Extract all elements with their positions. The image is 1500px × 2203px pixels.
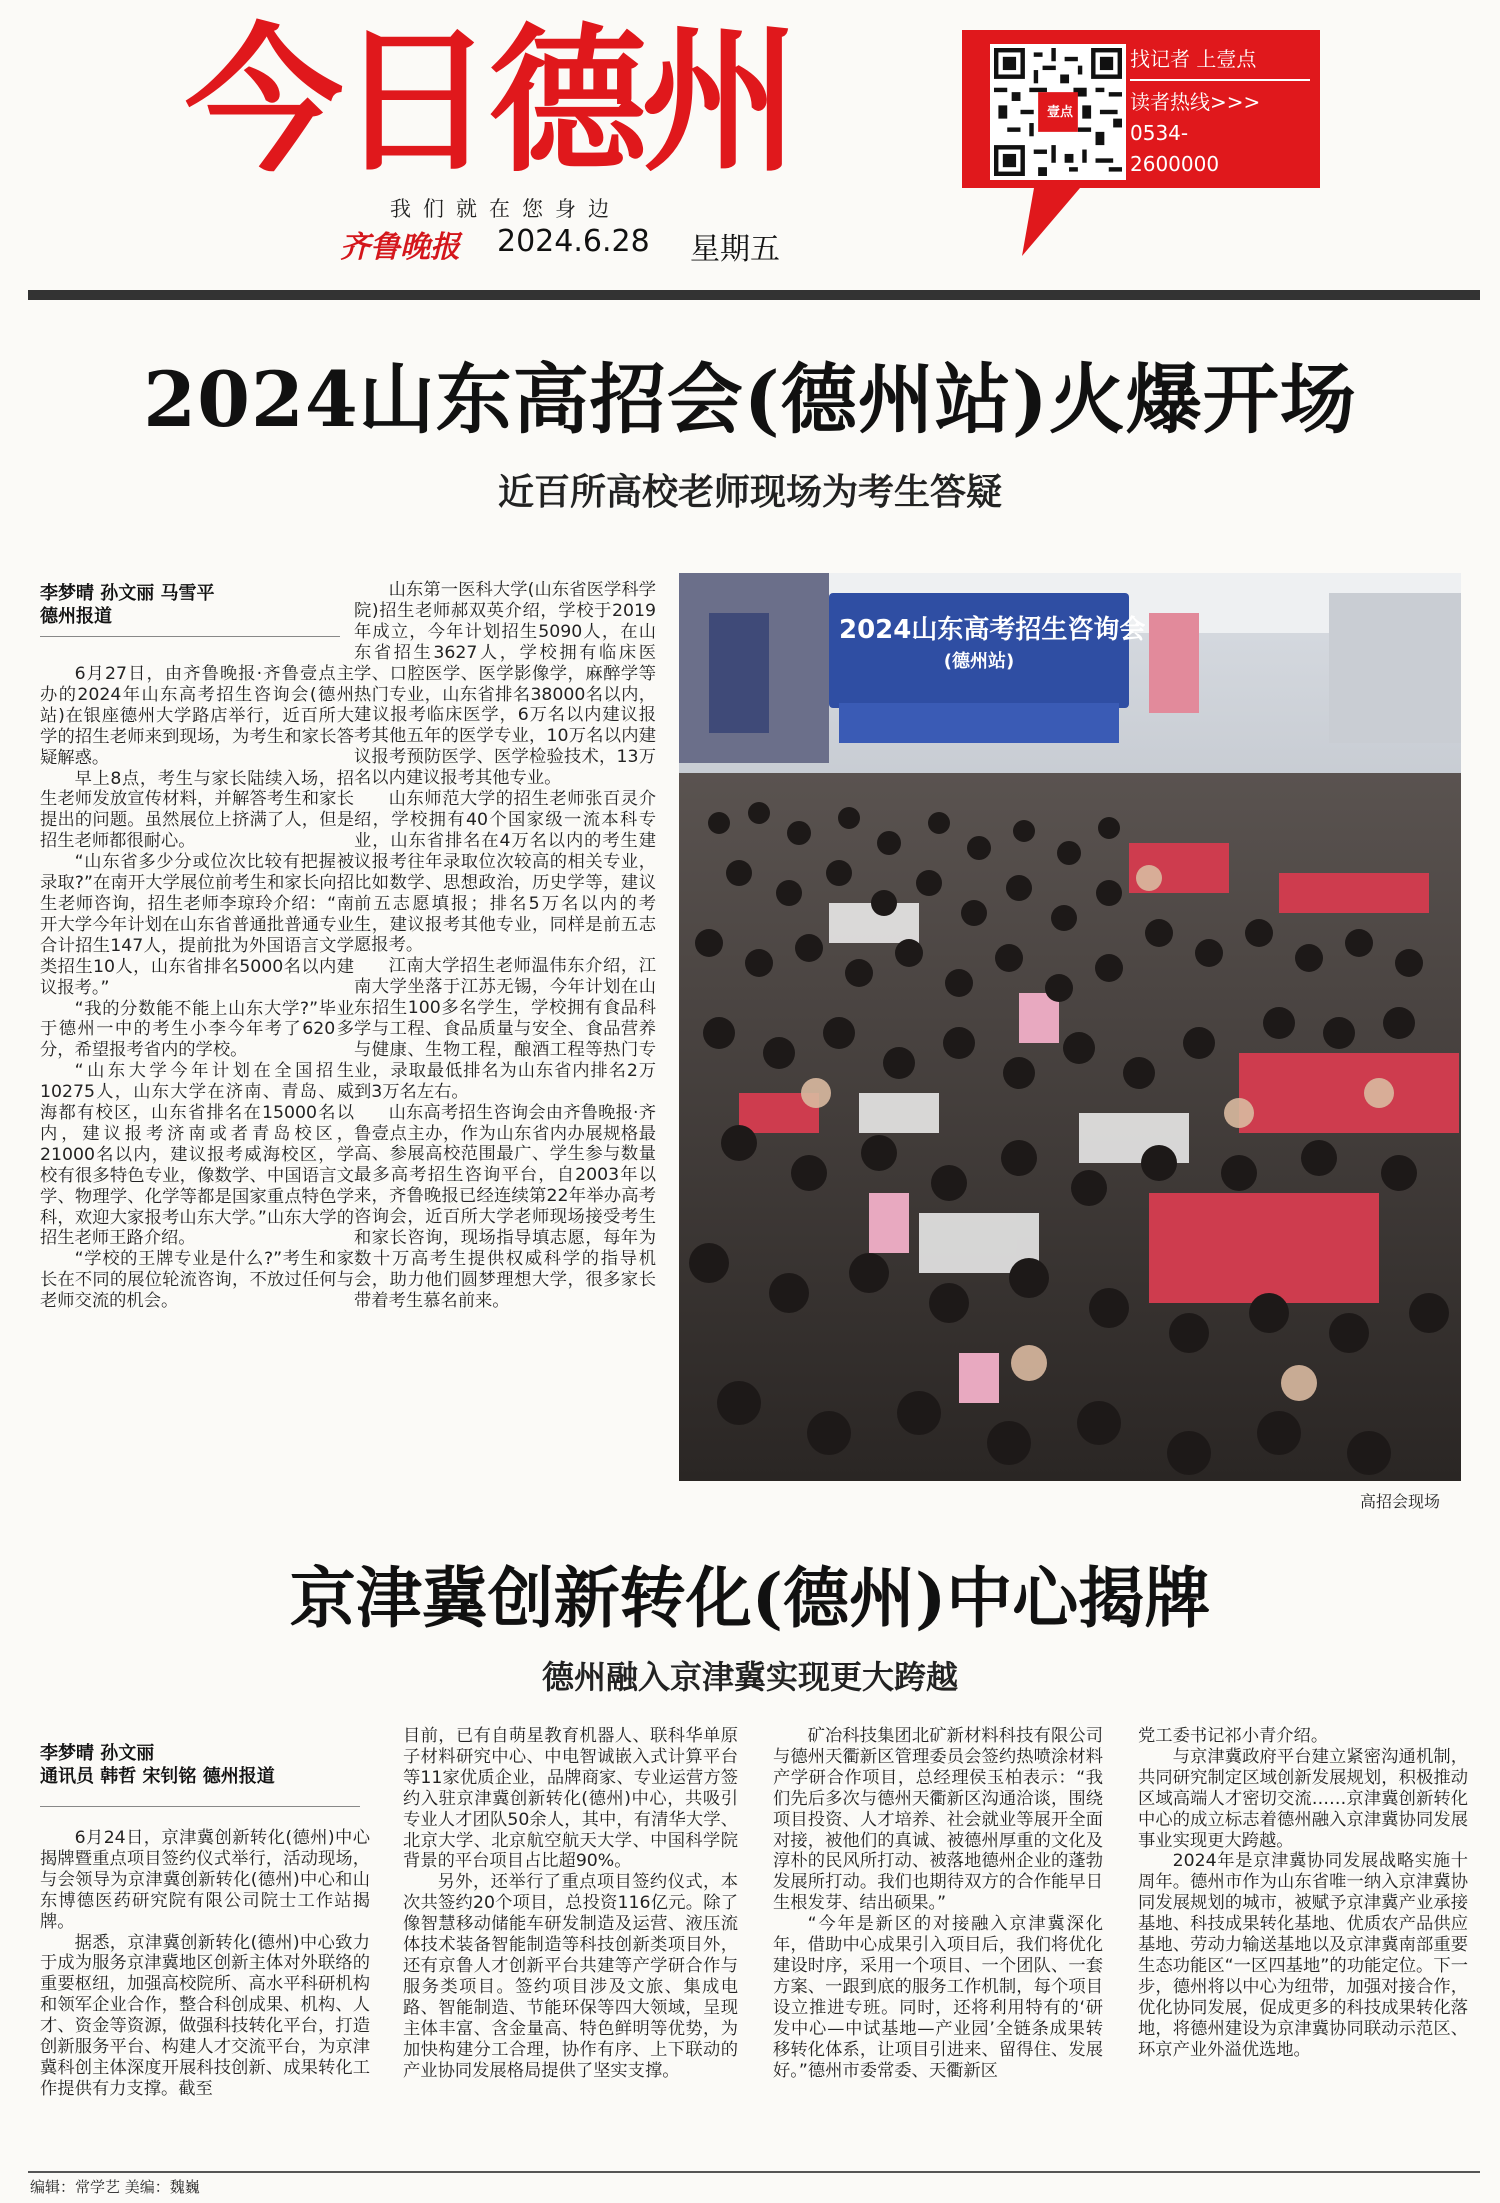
byline-rule [40,1806,360,1807]
paragraph: 党工委书记祁小青介绍。 [1138,1726,1329,1746]
paragraph: 早上8点，考生与家长陆续入场，招生老师发放宣传材料，并解答考生和家长提出的问题。虽然展位上挤满了人，但是招生老师都很耐心。 [40,768,354,852]
article2-column-2 [403,1726,738,2081]
byline-rule [40,636,340,637]
byline-authors: 李梦晴 孙文丽 马雪平 [40,583,215,604]
paragraph: 6月24日，京津冀创新转化(德州)中心揭牌暨重点项目签约仪式举行，活动现场，与会领导为京津冀创新转化(德州)中心和山东博德医药研究院有限公司院士工作站揭牌。 [40,1828,370,1932]
article1-byline [40,582,215,628]
paragraph: 山东师范大学的招生老师张百灵介绍，学校拥有40个国家级一流本科专业，山东省排名在4万名以内的考生建议报考往年录取位次较高的相关专业，比如数学、思想政治，历史学等，建议前五志愿填报；排名5万名以内的考生，建议报考其他专业，同样是前五志愿报考。 [354,789,656,956]
article1-subhead: 近百所高校老师现场为考生答疑 [497,472,1002,513]
contact-line-reporter: 找记者 上壹点 [1130,47,1257,71]
masthead-title: 今日德州 [185,10,793,194]
paragraph: 2024年是京津冀协同发展战略实施十周年。德州市作为山东省唯一纳入京津冀协同发展规划的城市，被赋予京津冀产业承接基地、科技成果转化基地、优质农产品供应基地、劳动力输送基地以及京津冀南部重要生态功能区“一区四基地”的功能定位。下一步，德州将以中心为纽带，加强对接合作，优化协同发展，促成更多的科技成果转化落地，将德州建设为京津冀协同联动示范区、环京产业外溢优选地。 [1138,1851,1468,2060]
paragraph: “学校的王牌专业是什么?”考生和家长在不同的展位轮流咨询，不放过任何与老师交流的机会。 [40,1249,354,1312]
contact-line-hotline: 读者热线>>> [1130,90,1261,114]
photo-banner-subtitle: (德州站) [943,651,1015,672]
issue-date: 2024.6.28 [497,224,650,259]
paragraph: 6月27日，由齐鲁晚报·齐鲁壹点主办的2024年山东高考招生咨询会(德州站)在银座德州大学路店举行，近百所大学的招生老师来到现场，为考生和家长答疑解惑。 [40,664,354,768]
footer-rule [28,2171,1480,2173]
paragraph: 山东高考招生咨询会由齐鲁晚报·齐鲁壹点主办，作为山东省内办展规格最高、参展高校范围最广、学生参与数量最多高考招生咨询平台，自2003年以来，齐鲁晚报已经连续第22年举办高考咨询会，近百所大学老师现场接受考生和家长咨询，现场指导填志愿，每年为数十万高考生提供权威科学的指导机会，助力他们圆梦理想大学，很多家长带着考生慕名前来。 [354,1102,656,1311]
paragraph: “山东大学今年计划在全国招生10275人，山东大学在济南、青岛、威海都有校区，山东省排名在15000名以内，建议报考济南或者青岛校区，21000名以内，建议报考威海校区，学校有很多特色专业，像数学、中国语言文学、物理学、化学等都是国家重点特色学科，欢迎大家报考山东大学。”山东大学的招生老师王路介绍。 [40,1061,354,1249]
article2-column-4 [1138,1726,1468,2061]
paragraph: 目前，已有自萌星教育机器人、联科华单原子材料研究中心、中电智诚嵌入式计算平台等11家优质企业，品牌商家、专业运营方签约入驻京津冀创新转化(德州)中心，共吸引专业人才团队50余人，其中，有清华大学、北京大学、北京航空航天大学、中国科学院背景的平台项目占比超90%。 [403,1726,738,1872]
masthead-slogan: 我们就在您身边 [390,197,621,221]
article1-headline: 2024山东高招会(德州站)火爆开场 [143,355,1357,444]
photo-banner-title: 2024山东高考招生咨询会 [839,615,1146,645]
article2-byline [40,1742,275,1788]
article2-subhead: 德州融入京津冀实现更大跨越 [541,1658,958,1696]
paragraph: 据悉，京津冀创新转化(德州)中心致力于成为服务京津冀地区创新主体对外联络的重要枢纽，加强高校院所、高水平科研机构和领军企业合作，整合科创成果、机构、人才、资金等资源，做强科技转化平台，打造创新服务平台、构建人才交流平台，为京津冀科创主体深度开展科技创新、成果转化工作提供有力支撑。截至 [40,1932,370,2099]
brand-logo: 齐鲁晚报 [340,230,460,265]
paragraph: “我的分数能不能上山东大学?”毕业于德州一中的考生小李今年考了620多分，希望报考省内的学校。 [40,998,354,1061]
byline-location: 德州报道 [40,606,112,627]
article1-column-1 [40,664,354,1312]
paragraph: 山东第一医科大学(山东省医学科学院)招生老师郝双英介绍，学校于2019年成立，今年计划招生5090人，在山东省招生3627人，学校拥有临床医学、口腔医学、医学影像学，麻醉学等热门专业，山东省排名38000名以内，建议报考临床医学，6万名以内建议报考其他五年的医学专业，10万名以内建议报考预防医学、医学检验技术，13万名以内建议报考其他专业。 [354,580,656,789]
article2-column-3 [773,1726,1103,2081]
editor-credit: 编辑：常学艺 美编：魏巍 [30,2178,200,2196]
masthead-rule [28,290,1480,300]
article2-column-1 [40,1828,370,2100]
qr-center-label: 壹点 [1046,105,1073,120]
paragraph: 江南大学招生老师温伟东介绍，江南大学坐落于江苏无锡，今年计划在山东招生100多名学生，学校拥有食品科学与工程、食品质量与安全、食品营养与健康、生物工程，酿酒工程等热门专业，录取最低排名为山东省内排名2万到3万名左右。 [354,956,656,1102]
crowd-image [679,573,1461,1481]
contact-divider [1130,79,1310,81]
paragraph: “山东省多少分或位次比较有把握被录取?”在南开大学展位前考生和家长向招生老师咨询，招生老师李琼玲介绍：“南开大学今年计划在山东省普通批普通专业合计招生147人，提前批为外国语言文学类招生10人，山东省排名5000名以内建议报考。” [40,852,354,998]
issue-weekday: 星期五 [690,232,780,267]
paragraph: 与京津冀政府平台建立紧密沟通机制，共同研究制定区域创新发展规划，积极推动区域高端人才密切交流……京津冀创新转化中心的成立标志着德州融入京津冀协同发展事业实现更大跨越。 [1138,1746,1468,1851]
qr-code[interactable] [990,44,1126,180]
paragraph: “今年是新区的对接融入京津冀深化年，借助中心成果引入项目后，我们将优化建设时序，采用一个项目、一个团队、一套方案、一跟到底的服务工作机制，每个项目设立推进专班。同时，还将利用特有的‘研发中心—中试基地—产业园’全链条成果转移转化体系，让项目引进来、留得住、发展好。”德州市委常委、天衢新区 [773,1914,1103,2081]
reader-contact [1130,44,1320,180]
photo-caption: 高招会现场 [1360,1492,1441,1511]
paragraph: 另外，还举行了重点项目签约仪式，本次共签约20个项目，总投资116亿元。除了像智慧移动储能车研发制造及运营、液压流体技术装备智能制造等科技创新类项目外，还有京鲁人才创新平台共建等产学研合作与服务类项目。签约项目涉及文旅、集成电路、智能制造、节能环保等四大领域，呈现主体丰富、含金量高、特色鲜明等优势，为加快构建分工合理，协作有序、上下联动的产业协同发展格局提供了坚实支撑。 [403,1872,738,2081]
article1-column-2 [354,580,656,1312]
contact-line-number: 2600000 [1130,152,1220,176]
byline-correspondents: 通讯员 韩哲 宋钊铭 德州报道 [40,1766,275,1787]
article2-headline: 京津冀创新转化(德州)中心揭牌 [289,1559,1211,1637]
byline-authors: 李梦晴 孙文丽 [40,1743,155,1764]
paragraph: 矿冶科技集团北矿新材料科技有限公司与德州天衢新区管理委员会签约热喷涂材料产学研合作项目，总经理侯玉柏表示：“我们先后多次与德州天衢新区沟通洽谈，围绕项目投资、人才培养、社会就业等展开全面对接，被他们的真诚、被德州厚重的文化及淳朴的民风所打动、被落地德州企业的蓬勃发展所打动。我们也期待双方的合作能早日生根发芽、结出硕果。” [773,1726,1103,1914]
contact-line-areacode: 0534- [1130,121,1189,145]
fair-photo [679,573,1461,1481]
